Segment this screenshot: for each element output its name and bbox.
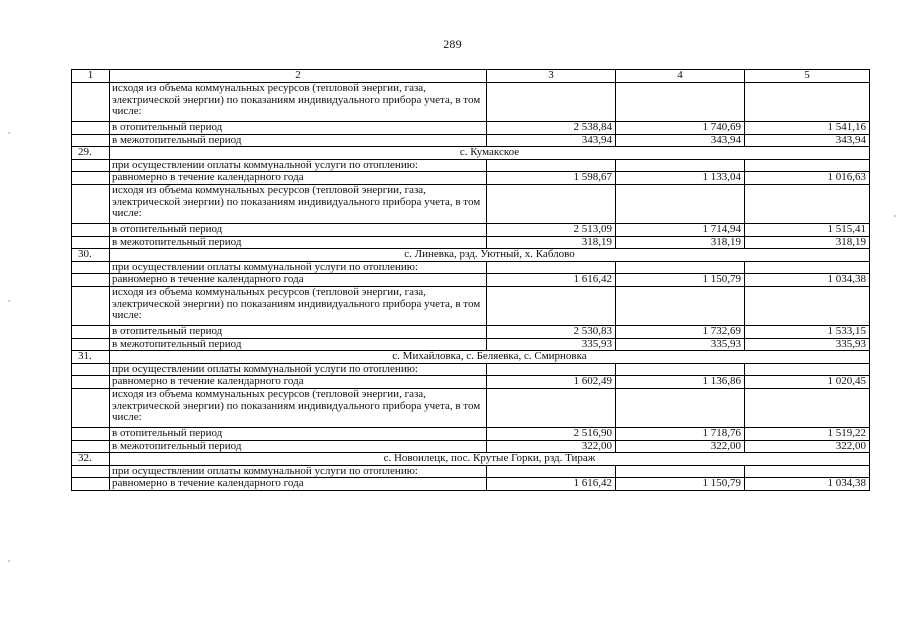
column-header-5: 5 <box>745 70 870 83</box>
scan-speck <box>894 215 896 217</box>
table-row <box>72 427 870 440</box>
table-row <box>72 286 870 325</box>
value-cell: 322,00 <box>616 440 745 453</box>
offseason-label: в межотопительный период <box>110 236 487 249</box>
table-header-row <box>72 70 870 83</box>
uniform-label: равномерно в течение календарного года <box>110 478 487 491</box>
section-index: 29. <box>72 147 110 160</box>
value-cell: 335,93 <box>745 338 870 351</box>
value-cell: 335,93 <box>616 338 745 351</box>
heating-label: в отопительный период <box>110 427 487 440</box>
table-row <box>72 159 870 172</box>
uniform-label: равномерно в течение календарного года <box>110 274 487 287</box>
meter-label: исходя из объема коммунальных ресурсов (тепловой энергии, газа, электрической энергии) по показаниям индивидуального прибора учета, в том числе: <box>110 388 487 427</box>
table-row <box>72 440 870 453</box>
value-cell: 2 513,09 <box>487 223 616 236</box>
value-cell: 335,93 <box>487 338 616 351</box>
section-header-row <box>72 453 870 466</box>
table-row <box>72 236 870 249</box>
section-index: 30. <box>72 249 110 262</box>
section-location: с. Кумакское <box>110 147 870 160</box>
value-cell: 1 034,38 <box>745 274 870 287</box>
section-location: с. Новоилецк, пос. Крутые Горки, рзд. Тираж <box>110 453 870 466</box>
value-cell: 1 136,86 <box>616 376 745 389</box>
value-cell: 1 541,16 <box>745 122 870 135</box>
table-row <box>72 261 870 274</box>
table-row <box>72 376 870 389</box>
value-cell: 1 714,94 <box>616 223 745 236</box>
value-cell: 343,94 <box>616 134 745 147</box>
meter-label: исходя из объема коммунальных ресурсов (тепловой энергии, газа, электрической энергии) по показаниям индивидуального прибора учета, в том числе: <box>110 83 487 122</box>
table-row <box>72 363 870 376</box>
scan-speck <box>8 560 10 562</box>
value-cell: 2 530,83 <box>487 325 616 338</box>
value-cell: 1 533,15 <box>745 325 870 338</box>
table-row <box>72 122 870 135</box>
column-header-2: 2 <box>110 70 487 83</box>
table-row <box>72 83 870 122</box>
value-cell: 318,19 <box>487 236 616 249</box>
value-cell: 318,19 <box>745 236 870 249</box>
table-row <box>72 338 870 351</box>
payment-label: при осуществлении оплаты коммунальной услуги по отоплению: <box>110 465 487 478</box>
uniform-label: равномерно в течение календарного года <box>110 172 487 185</box>
value-cell: 1 133,04 <box>616 172 745 185</box>
heating-label: в отопительный период <box>110 122 487 135</box>
uniform-label: равномерно в течение календарного года <box>110 376 487 389</box>
section-index: 31. <box>72 351 110 364</box>
column-header-1: 1 <box>72 70 110 83</box>
value-cell: 1 602,49 <box>487 376 616 389</box>
value-cell: 343,94 <box>487 134 616 147</box>
payment-label: при осуществлении оплаты коммунальной услуги по отоплению: <box>110 159 487 172</box>
value-cell: 1 020,45 <box>745 376 870 389</box>
value-cell: 1 034,38 <box>745 478 870 491</box>
value-cell: 1 150,79 <box>616 478 745 491</box>
value-cell: 1 732,69 <box>616 325 745 338</box>
value-cell: 1 616,42 <box>487 478 616 491</box>
column-header-4: 4 <box>616 70 745 83</box>
section-header-row <box>72 351 870 364</box>
offseason-label: в межотопительный период <box>110 338 487 351</box>
section-location: с. Линевка, рзд. Уютный, х. Каблово <box>110 249 870 262</box>
value-cell: 322,00 <box>487 440 616 453</box>
meter-label: исходя из объема коммунальных ресурсов (тепловой энергии, газа, электрической энергии) по показаниям индивидуального прибора учета, в том числе: <box>110 286 487 325</box>
value-cell: 1 016,63 <box>745 172 870 185</box>
table-row <box>72 465 870 478</box>
table-row <box>72 223 870 236</box>
table-row <box>72 184 870 223</box>
section-index: 32. <box>72 453 110 466</box>
offseason-label: в межотопительный период <box>110 440 487 453</box>
scan-speck <box>8 132 10 134</box>
value-cell: 1 740,69 <box>616 122 745 135</box>
page-number: 289 <box>443 37 462 51</box>
value-cell: 1 519,22 <box>745 427 870 440</box>
table-row <box>72 325 870 338</box>
meter-label: исходя из объема коммунальных ресурсов (тепловой энергии, газа, электрической энергии) по показаниям индивидуального прибора учета, в том числе: <box>110 184 487 223</box>
payment-label: при осуществлении оплаты коммунальной услуги по отоплению: <box>110 261 487 274</box>
value-cell: 1 598,67 <box>487 172 616 185</box>
value-cell: 343,94 <box>745 134 870 147</box>
heating-label: в отопительный период <box>110 325 487 338</box>
value-cell: 1 616,42 <box>487 274 616 287</box>
scan-speck <box>8 300 10 302</box>
value-cell: 1 515,41 <box>745 223 870 236</box>
value-cell: 322,00 <box>745 440 870 453</box>
column-header-3: 3 <box>487 70 616 83</box>
value-cell: 1 150,79 <box>616 274 745 287</box>
section-header-row <box>72 147 870 160</box>
tariff-table <box>71 69 870 491</box>
heating-label: в отопительный период <box>110 223 487 236</box>
offseason-label: в межотопительный период <box>110 134 487 147</box>
table-row <box>72 478 870 491</box>
table-row <box>72 274 870 287</box>
value-cell: 1 718,76 <box>616 427 745 440</box>
section-header-row <box>72 249 870 262</box>
section-location: с. Михайловка, с. Беляевка, с. Смирновка <box>110 351 870 364</box>
table-row <box>72 172 870 185</box>
table-row <box>72 134 870 147</box>
value-cell: 2 538,84 <box>487 122 616 135</box>
value-cell: 318,19 <box>616 236 745 249</box>
payment-label: при осуществлении оплаты коммунальной услуги по отоплению: <box>110 363 487 376</box>
value-cell: 2 516,90 <box>487 427 616 440</box>
table-row <box>72 388 870 427</box>
